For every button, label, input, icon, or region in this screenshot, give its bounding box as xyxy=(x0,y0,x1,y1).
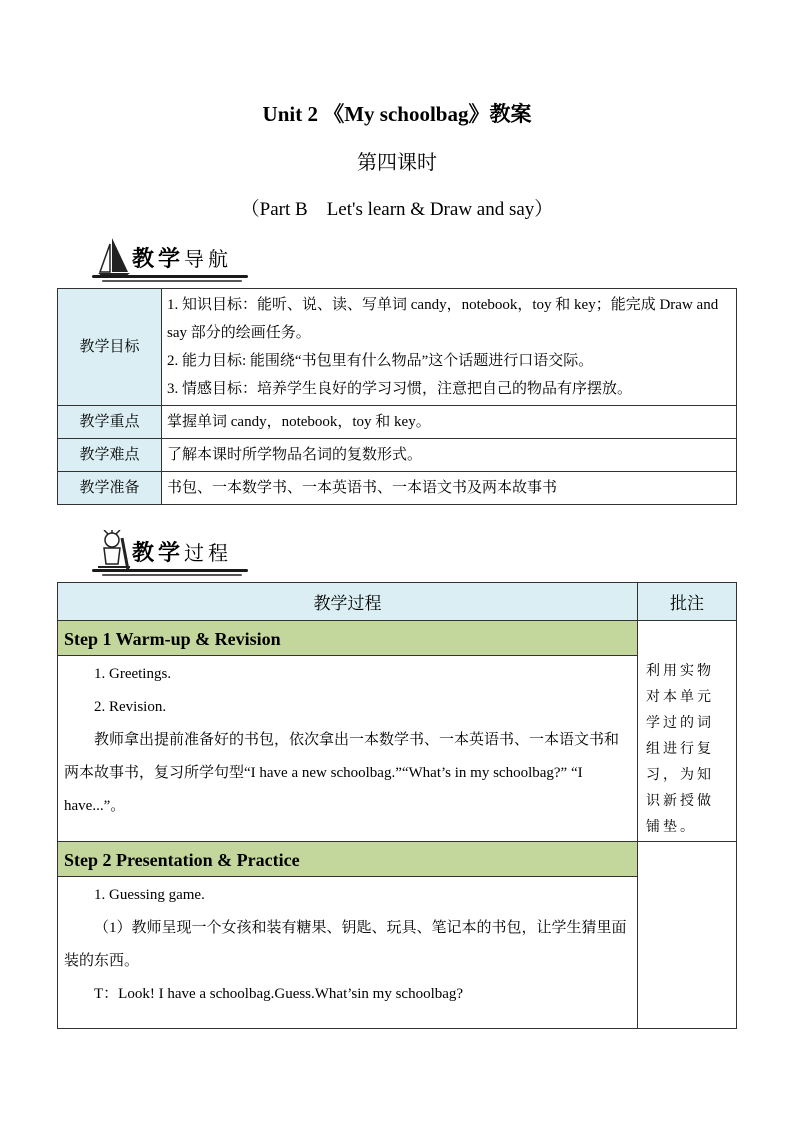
label-objectives: 教学目标 xyxy=(58,289,162,406)
label-key-points: 教学重点 xyxy=(58,406,162,439)
table-row xyxy=(58,472,737,505)
table-header-row xyxy=(58,583,737,621)
step1-note: 利用实物对本单元学过的词组进行复习，为知识新授做铺垫。 xyxy=(638,621,737,842)
step2-title: Step 2 Presentation & Practice xyxy=(58,842,637,877)
pencil-character-icon xyxy=(94,530,134,574)
difficulties-content: 了解本课时所学物品名词的复数形式。 xyxy=(162,439,737,472)
banner-teaching-nav: 教学导航 xyxy=(92,236,252,282)
label-difficulties: 教学难点 xyxy=(58,439,162,472)
document-title: Unit 2 《My schoolbag》教案 xyxy=(262,102,532,126)
teaching-process-table xyxy=(57,582,737,1029)
key-points-content: 掌握单词 candy，notebook，toy 和 key。 xyxy=(162,406,737,439)
table-row xyxy=(58,439,737,472)
header-process: 教学过程 xyxy=(58,583,638,621)
label-preparation: 教学准备 xyxy=(58,472,162,505)
table-row xyxy=(58,621,737,842)
step2-cell: Step 2 Presentation & Practice 1. Guessing game. （1）教师呈现一个女孩和装有糖果、钥匙、玩具、笔记本的书包，让学生猜里面装的东西。 T：Look! I have a schoolbag.Guess.What’sin my schoolbag? xyxy=(58,842,638,1029)
header-notes: 批注 xyxy=(638,583,737,621)
table-row xyxy=(58,406,737,439)
preparation-content: 书包、一本数学书、一本英语书、一本语文书及两本故事书 xyxy=(162,472,737,505)
banner-teaching-process: 教学过程 xyxy=(92,530,252,576)
step2-note xyxy=(638,842,737,1029)
table-row xyxy=(58,289,737,406)
step1-title: Step 1 Warm-up & Revision xyxy=(58,621,637,656)
step1-cell: Step 1 Warm-up & Revision 1. Greetings. 2. Revision. 教师拿出提前准备好的书包，依次拿出一本数学书、一本英语书、一本语文书和两本故事书，复习所学句型“I have a new schoolbag.”“What’s in my schoolbag?” “I have...”。 xyxy=(58,621,638,842)
table-row xyxy=(58,842,737,1029)
objectives-content: 1. 知识目标：能听、说、读、写单词 candy，notebook，toy 和 key；能完成 Draw and say 部分的绘画任务。 2. 能力目标: 能围绕“书包里有什么物品”这个话题进行口语交际。 3. 情感目标：培养学生良好的学习习惯，注意把自己的物品有序摆放。 xyxy=(162,289,737,406)
sailboat-icon xyxy=(94,236,134,278)
teaching-info-table xyxy=(57,288,737,505)
lesson-part: （Part B Let's learn & Draw and say） xyxy=(240,199,554,220)
lesson-number: 第四课时 xyxy=(357,152,437,174)
